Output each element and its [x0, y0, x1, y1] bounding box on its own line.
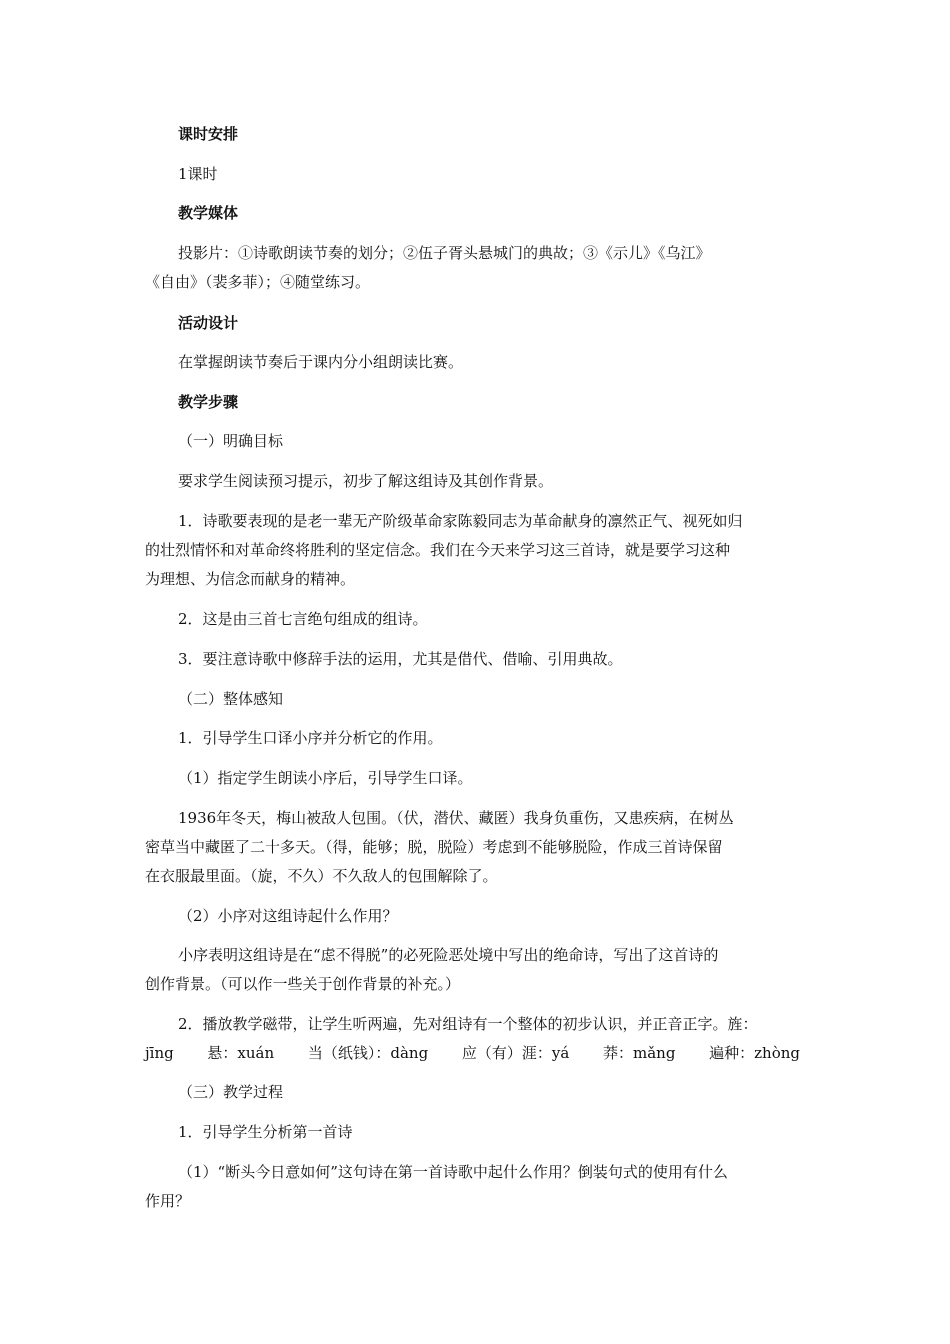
part1-item1-line3: 为理想、为信念而献身的精神。 [145, 570, 356, 588]
part1-item2: 2．这是由三首七言绝句组成的组诗。 [178, 610, 428, 628]
pinyin-item: 莽：mǎng [603, 1044, 676, 1062]
part1-title: （一）明确目标 [178, 432, 284, 450]
part3-q1-line2: 作用？ [145, 1192, 191, 1210]
part2-para1-line3: 在衣服最里面。（旋，不久）不久敌人的包围解除了。 [145, 867, 498, 885]
part2-item2-line1: 2．播放教学磁带，让学生听两遍，先对组诗有一个整体的初步认识，并正音正字。旌： [178, 1015, 758, 1033]
media-heading: 教学媒体 [178, 204, 239, 222]
part2-title: （二）整体感知 [178, 690, 284, 708]
part1-item3: 3．要注意诗歌中修辞手法的运用，尤其是借代、借喻、引用典故。 [178, 650, 623, 668]
pinyin-item: 遍种：zhòng [709, 1044, 800, 1062]
media-line-2: 《自由》（裴多菲）；④随堂练习。 [145, 273, 371, 291]
activity-text: 在掌握朗读节奏后于课内分小组朗读比赛。 [178, 353, 464, 371]
part2-para1-line2: 密草当中藏匿了二十多天。（得，能够；脱，脱险）考虑到不能够脱险，作成三首诗保留 [145, 838, 723, 856]
part2-sub2: （2）小序对这组诗起什么作用？ [178, 907, 398, 925]
steps-heading: 教学步骤 [178, 393, 239, 411]
part1-item1-line2: 的壮烈情怀和对革命终将胜利的坚定信念。我们在今天来学习这三首诗，就是要学习这种 [145, 541, 731, 559]
pinyin-item: 应（有）涯：yá [461, 1044, 570, 1062]
activity-heading: 活动设计 [178, 314, 239, 332]
pinyin-line [145, 1043, 800, 1063]
part2-item1: 1．引导学生口译小序并分析它的作用。 [178, 729, 443, 747]
part1-intro: 要求学生阅读预习提示，初步了解这组诗及其创作背景。 [178, 472, 554, 490]
part3-q1-line1: （1）“断头今日意如何”这句诗在第一首诗歌中起什么作用？倒装句式的使用有什么 [178, 1163, 728, 1181]
part2-para2-line2: 创作背景。（可以作一些关于创作背景的补充。） [145, 975, 461, 993]
part2-para1-line1: 1936年冬天，梅山被敌人包围。（伏，潜伏、藏匿）我身负重伤，又患疾病，在树丛 [178, 809, 734, 827]
part1-item1-line1: 1．诗歌要表现的是老一辈无产阶级革命家陈毅同志为革命献身的凛然正气、视死如归 [178, 512, 743, 530]
pinyin-item: jīng [145, 1044, 174, 1062]
part3-title: （三）教学过程 [178, 1083, 284, 1101]
pinyin-item: 悬：xuán [207, 1044, 275, 1062]
part2-sub1: （1）指定学生朗读小序后，引导学生口译。 [178, 769, 473, 787]
media-line-1: 投影片：①诗歌朗读节奏的划分；②伍子胥头悬城门的典故；③《示儿》《乌江》 [178, 244, 711, 262]
schedule-text: 1课时 [178, 165, 218, 183]
pinyin-item: 当（纸钱）：dàng [307, 1044, 429, 1062]
schedule-heading: 课时安排 [178, 125, 239, 143]
part3-item1: 1．引导学生分析第一首诗 [178, 1123, 353, 1141]
part2-para2-line1: 小序表明这组诗是在“虑不得脱”的必死险恶处境中写出的绝命诗，写出了这首诗的 [178, 946, 719, 964]
